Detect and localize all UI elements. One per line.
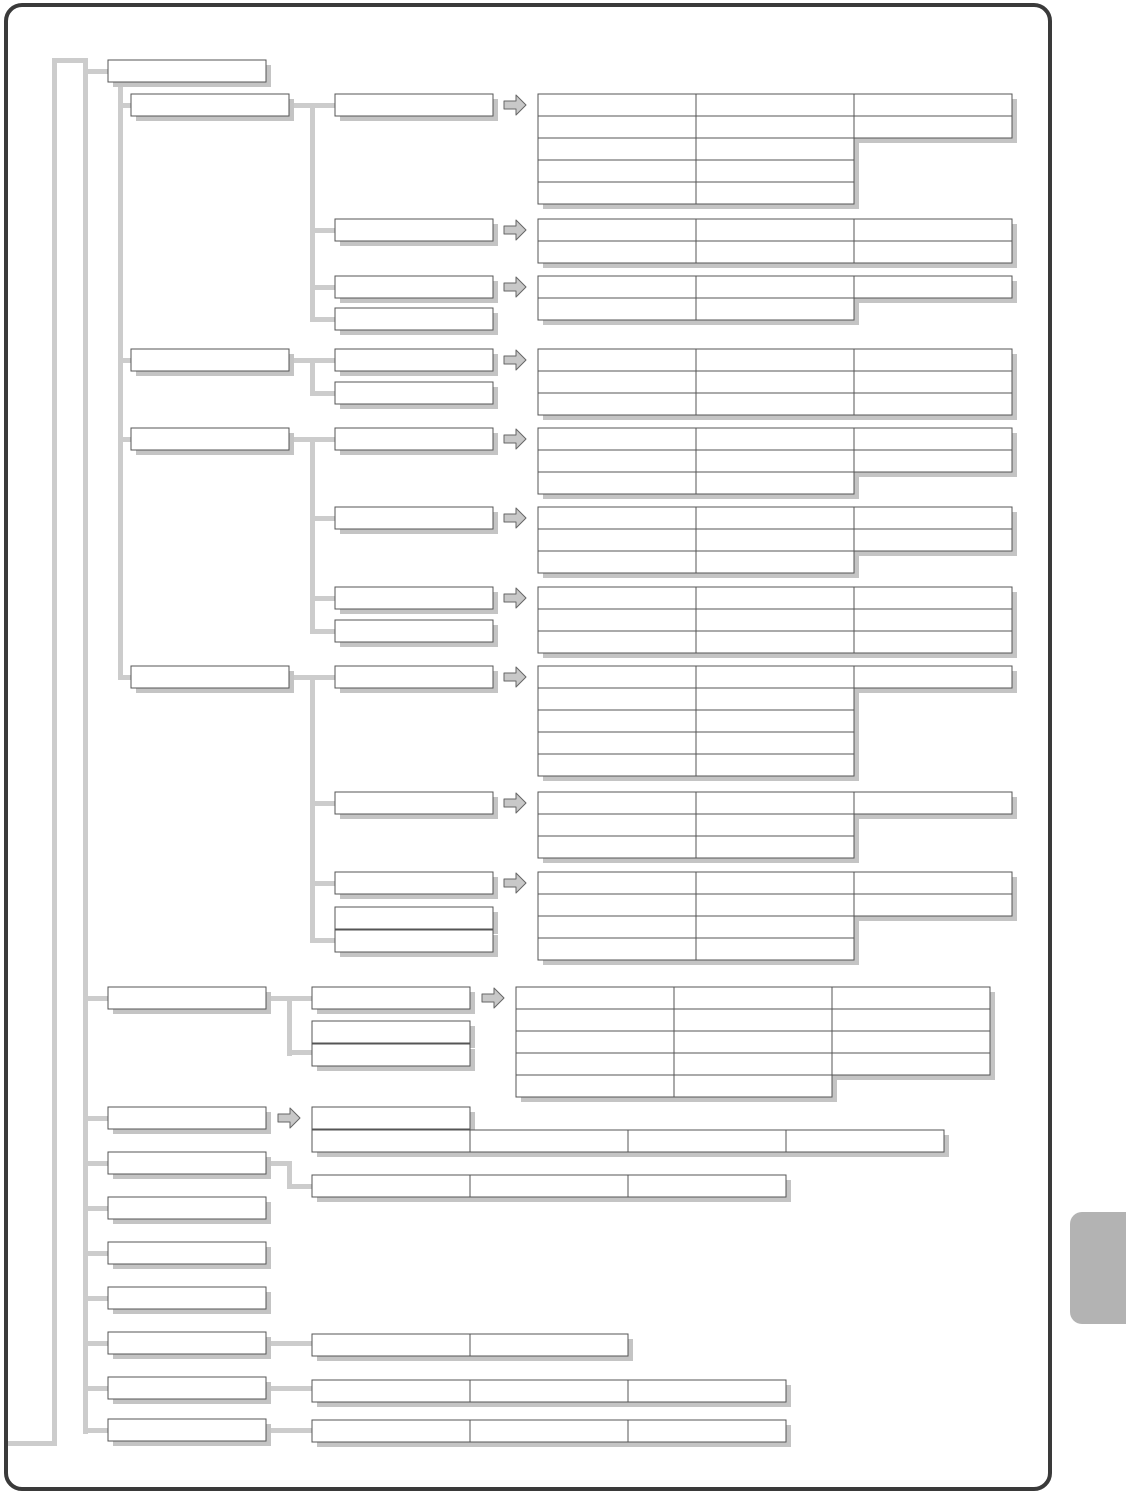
setting-cell[interactable] <box>538 666 696 688</box>
arrow-right-icon <box>504 220 526 240</box>
menu-item-level-1[interactable] <box>108 1152 266 1174</box>
connector-line <box>83 1161 108 1166</box>
setting-cell[interactable] <box>538 276 696 298</box>
connector-line <box>310 358 315 396</box>
setting-cell[interactable] <box>516 987 674 1009</box>
setting-cell[interactable] <box>470 1334 628 1356</box>
menu-item-level-3[interactable] <box>312 1044 470 1066</box>
setting-cell[interactable] <box>538 710 696 732</box>
setting-cell[interactable] <box>696 428 854 450</box>
setting-cell[interactable] <box>628 1420 786 1442</box>
connector-line <box>83 1116 108 1121</box>
setting-cell[interactable] <box>312 1420 470 1442</box>
setting-cell[interactable] <box>312 1380 470 1402</box>
setting-cell[interactable] <box>854 349 1012 371</box>
connector-line <box>310 938 335 943</box>
setting-cell[interactable] <box>696 631 854 653</box>
connector-line <box>310 629 335 634</box>
arrow-right-icon <box>504 667 526 687</box>
setting-cell[interactable] <box>696 182 854 204</box>
menu-item-level-3[interactable] <box>335 219 493 241</box>
setting-cell[interactable] <box>312 1334 470 1356</box>
setting-cell[interactable] <box>628 1175 786 1197</box>
setting-cell[interactable] <box>538 754 696 776</box>
connector-line <box>118 103 132 108</box>
setting-cell[interactable] <box>470 1420 628 1442</box>
menu-item-level-1[interactable] <box>108 1377 266 1399</box>
menu-item-level-1[interactable] <box>108 1197 266 1219</box>
connector-line <box>310 801 335 806</box>
menu-item-level-1[interactable] <box>108 60 266 82</box>
connector-line <box>287 1161 292 1188</box>
setting-cell[interactable] <box>854 894 1012 916</box>
menu-item-level-3[interactable] <box>335 930 493 952</box>
arrow-right-icon <box>504 95 526 115</box>
setting-cell[interactable] <box>696 529 854 551</box>
setting-cell[interactable] <box>538 688 696 710</box>
setting-cell[interactable] <box>832 1053 990 1075</box>
setting-cell[interactable] <box>538 219 696 241</box>
connector-line <box>310 596 335 601</box>
setting-cell[interactable] <box>854 666 1012 688</box>
connector-line <box>83 1251 108 1256</box>
connector-line <box>310 675 315 939</box>
connector-line <box>310 437 315 633</box>
setting-cell[interactable] <box>696 666 854 688</box>
connector-line <box>310 358 335 363</box>
connector-line <box>266 1428 312 1433</box>
setting-cell[interactable] <box>832 1031 990 1053</box>
setting-cell[interactable] <box>470 1175 628 1197</box>
setting-cell[interactable] <box>854 116 1012 138</box>
connector-line <box>287 1184 312 1189</box>
setting-cell[interactable] <box>854 792 1012 814</box>
connector-line <box>83 996 108 1001</box>
connector-line <box>83 1206 108 1211</box>
setting-cell[interactable] <box>470 1130 628 1152</box>
setting-cell[interactable] <box>696 241 854 263</box>
arrow-right-icon <box>504 350 526 370</box>
setting-cell[interactable] <box>696 393 854 415</box>
setting-cell[interactable] <box>538 298 696 320</box>
setting-cell[interactable] <box>854 94 1012 116</box>
setting-cell[interactable] <box>696 298 854 320</box>
menu-item-level-3[interactable] <box>335 428 493 450</box>
setting-cell[interactable] <box>696 754 854 776</box>
setting-cell[interactable] <box>696 219 854 241</box>
menu-item-level-2[interactable] <box>131 428 289 450</box>
setting-cell[interactable] <box>854 529 1012 551</box>
setting-cell[interactable] <box>696 472 854 494</box>
arrow-right-icon <box>504 793 526 813</box>
setting-cell[interactable] <box>696 371 854 393</box>
arrow-right-icon <box>504 429 526 449</box>
menu-item-level-1[interactable] <box>108 1287 266 1309</box>
connector-line <box>310 437 335 442</box>
menu-item-level-3[interactable] <box>335 587 493 609</box>
connector-line <box>52 58 57 1446</box>
setting-cell[interactable] <box>832 987 990 1009</box>
setting-cell[interactable] <box>470 1380 628 1402</box>
setting-cell[interactable] <box>538 507 696 529</box>
setting-cell[interactable] <box>312 1130 470 1152</box>
menu-item-level-3[interactable] <box>335 507 493 529</box>
setting-cell[interactable] <box>696 836 854 858</box>
arrow-right-icon <box>278 1108 300 1128</box>
setting-cell[interactable] <box>696 792 854 814</box>
setting-cell[interactable] <box>696 450 854 472</box>
setting-cell[interactable] <box>696 507 854 529</box>
setting-cell[interactable] <box>628 1380 786 1402</box>
setting-cell[interactable] <box>628 1130 786 1152</box>
setting-cell[interactable] <box>538 609 696 631</box>
setting-cell[interactable] <box>696 587 854 609</box>
setting-cell[interactable] <box>696 609 854 631</box>
menu-item-level-3[interactable] <box>335 907 493 929</box>
connector-line <box>83 1386 108 1391</box>
connector-line <box>310 317 335 322</box>
setting-cell[interactable] <box>854 241 1012 263</box>
setting-cell[interactable] <box>674 987 832 1009</box>
connector-line <box>83 1296 108 1301</box>
setting-cell[interactable] <box>696 551 854 573</box>
setting-cell[interactable] <box>516 1009 674 1031</box>
setting-cell[interactable] <box>854 393 1012 415</box>
connector-line <box>287 1050 312 1055</box>
setting-cell[interactable] <box>538 393 696 415</box>
setting-cell[interactable] <box>696 349 854 371</box>
arrow-right-icon <box>504 508 526 528</box>
setting-cell[interactable] <box>696 814 854 836</box>
setting-cell[interactable] <box>696 938 854 960</box>
menu-item-level-3[interactable] <box>312 987 470 1009</box>
connector-line <box>310 675 335 680</box>
setting-cell[interactable] <box>854 276 1012 298</box>
setting-cell[interactable] <box>538 160 696 182</box>
setting-cell[interactable] <box>832 1009 990 1031</box>
setting-cell[interactable] <box>696 710 854 732</box>
setting-cell[interactable] <box>516 1075 674 1097</box>
setting-cell[interactable] <box>696 732 854 754</box>
setting-cell[interactable] <box>696 872 854 894</box>
menu-item-level-3[interactable] <box>335 308 493 330</box>
setting-cell[interactable] <box>854 450 1012 472</box>
menu-item-level-1[interactable] <box>108 1242 266 1264</box>
setting-cell[interactable] <box>696 94 854 116</box>
setting-cell[interactable] <box>696 138 854 160</box>
setting-cell[interactable] <box>854 872 1012 894</box>
setting-cell[interactable] <box>538 916 696 938</box>
menu-item-level-2[interactable] <box>131 349 289 371</box>
setting-cell[interactable] <box>786 1130 944 1152</box>
setting-cell[interactable] <box>854 219 1012 241</box>
connector-line <box>83 1341 108 1346</box>
setting-cell[interactable] <box>854 371 1012 393</box>
setting-cell[interactable] <box>674 1009 832 1031</box>
setting-cell[interactable] <box>696 276 854 298</box>
setting-cell[interactable] <box>538 182 696 204</box>
setting-cell[interactable] <box>538 138 696 160</box>
connector-line <box>118 437 132 442</box>
setting-cell[interactable] <box>674 1031 832 1053</box>
arrow-right-icon <box>504 588 526 608</box>
setting-cell[interactable] <box>696 116 854 138</box>
connector-line <box>310 228 335 233</box>
setting-cell[interactable] <box>538 450 696 472</box>
setting-cell[interactable] <box>674 1075 832 1097</box>
setting-cell[interactable] <box>854 428 1012 450</box>
setting-cell[interactable] <box>538 349 696 371</box>
connector-line <box>310 391 335 396</box>
setting-cell[interactable] <box>696 688 854 710</box>
setting-cell[interactable] <box>312 1175 470 1197</box>
setting-cell[interactable] <box>516 1031 674 1053</box>
menu-item-level-2[interactable] <box>131 666 289 688</box>
setting-cell[interactable] <box>538 472 696 494</box>
arrow-right-icon <box>504 277 526 297</box>
connector-line <box>83 69 108 74</box>
menu-item-level-3[interactable] <box>312 1021 470 1043</box>
setting-cell[interactable] <box>538 792 696 814</box>
connector-line <box>287 996 312 1001</box>
setting-cell[interactable] <box>696 916 854 938</box>
arrow-right-icon <box>504 873 526 893</box>
menu-item-level-3[interactable] <box>312 1107 470 1129</box>
setting-cell[interactable] <box>538 631 696 653</box>
connector-line <box>310 881 335 886</box>
setting-cell[interactable] <box>854 631 1012 653</box>
setting-cell[interactable] <box>538 371 696 393</box>
menu-item-level-3[interactable] <box>335 872 493 894</box>
menu-item-level-3[interactable] <box>335 276 493 298</box>
setting-cell[interactable] <box>538 529 696 551</box>
connector-line <box>83 58 88 1434</box>
setting-cell[interactable] <box>674 1053 832 1075</box>
setting-cell[interactable] <box>854 507 1012 529</box>
connector-line <box>310 285 335 290</box>
menu-item-level-3[interactable] <box>335 94 493 116</box>
menu-item-level-1[interactable] <box>108 1107 266 1129</box>
menu-item-level-3[interactable] <box>335 620 493 642</box>
connector-line <box>266 1341 312 1346</box>
setting-cell[interactable] <box>696 894 854 916</box>
connector-line <box>118 80 123 680</box>
connector-line <box>118 358 132 363</box>
connector-line <box>52 58 88 63</box>
connector-line <box>118 675 132 680</box>
setting-cell[interactable] <box>516 1053 674 1075</box>
connector-line <box>8 1441 57 1446</box>
setting-cell[interactable] <box>538 94 696 116</box>
setting-cell[interactable] <box>538 872 696 894</box>
connector-line <box>310 516 335 521</box>
setting-cell[interactable] <box>538 894 696 916</box>
menu-item-level-3[interactable] <box>335 792 493 814</box>
menu-item-level-1[interactable] <box>108 987 266 1009</box>
setting-cell[interactable] <box>696 160 854 182</box>
menu-item-level-3[interactable] <box>335 349 493 371</box>
setting-cell[interactable] <box>854 587 1012 609</box>
setting-cell[interactable] <box>538 938 696 960</box>
setting-cell[interactable] <box>538 814 696 836</box>
connector-line <box>287 996 292 1056</box>
setting-cell[interactable] <box>854 609 1012 631</box>
arrow-right-icon <box>482 988 504 1008</box>
setting-cell[interactable] <box>538 241 696 263</box>
connector-line <box>83 1428 108 1433</box>
menu-item-level-1[interactable] <box>108 1332 266 1354</box>
connector-line <box>310 103 335 108</box>
menu-item-level-2[interactable] <box>131 94 289 116</box>
setting-cell[interactable] <box>538 732 696 754</box>
setting-cell[interactable] <box>538 428 696 450</box>
menu-item-level-1[interactable] <box>108 1419 266 1441</box>
setting-cell[interactable] <box>538 551 696 573</box>
menu-item-level-3[interactable] <box>335 666 493 688</box>
setting-cell[interactable] <box>538 116 696 138</box>
connector-line <box>266 1386 312 1391</box>
setting-cell[interactable] <box>538 836 696 858</box>
setting-cell[interactable] <box>538 587 696 609</box>
menu-item-level-3[interactable] <box>335 382 493 404</box>
